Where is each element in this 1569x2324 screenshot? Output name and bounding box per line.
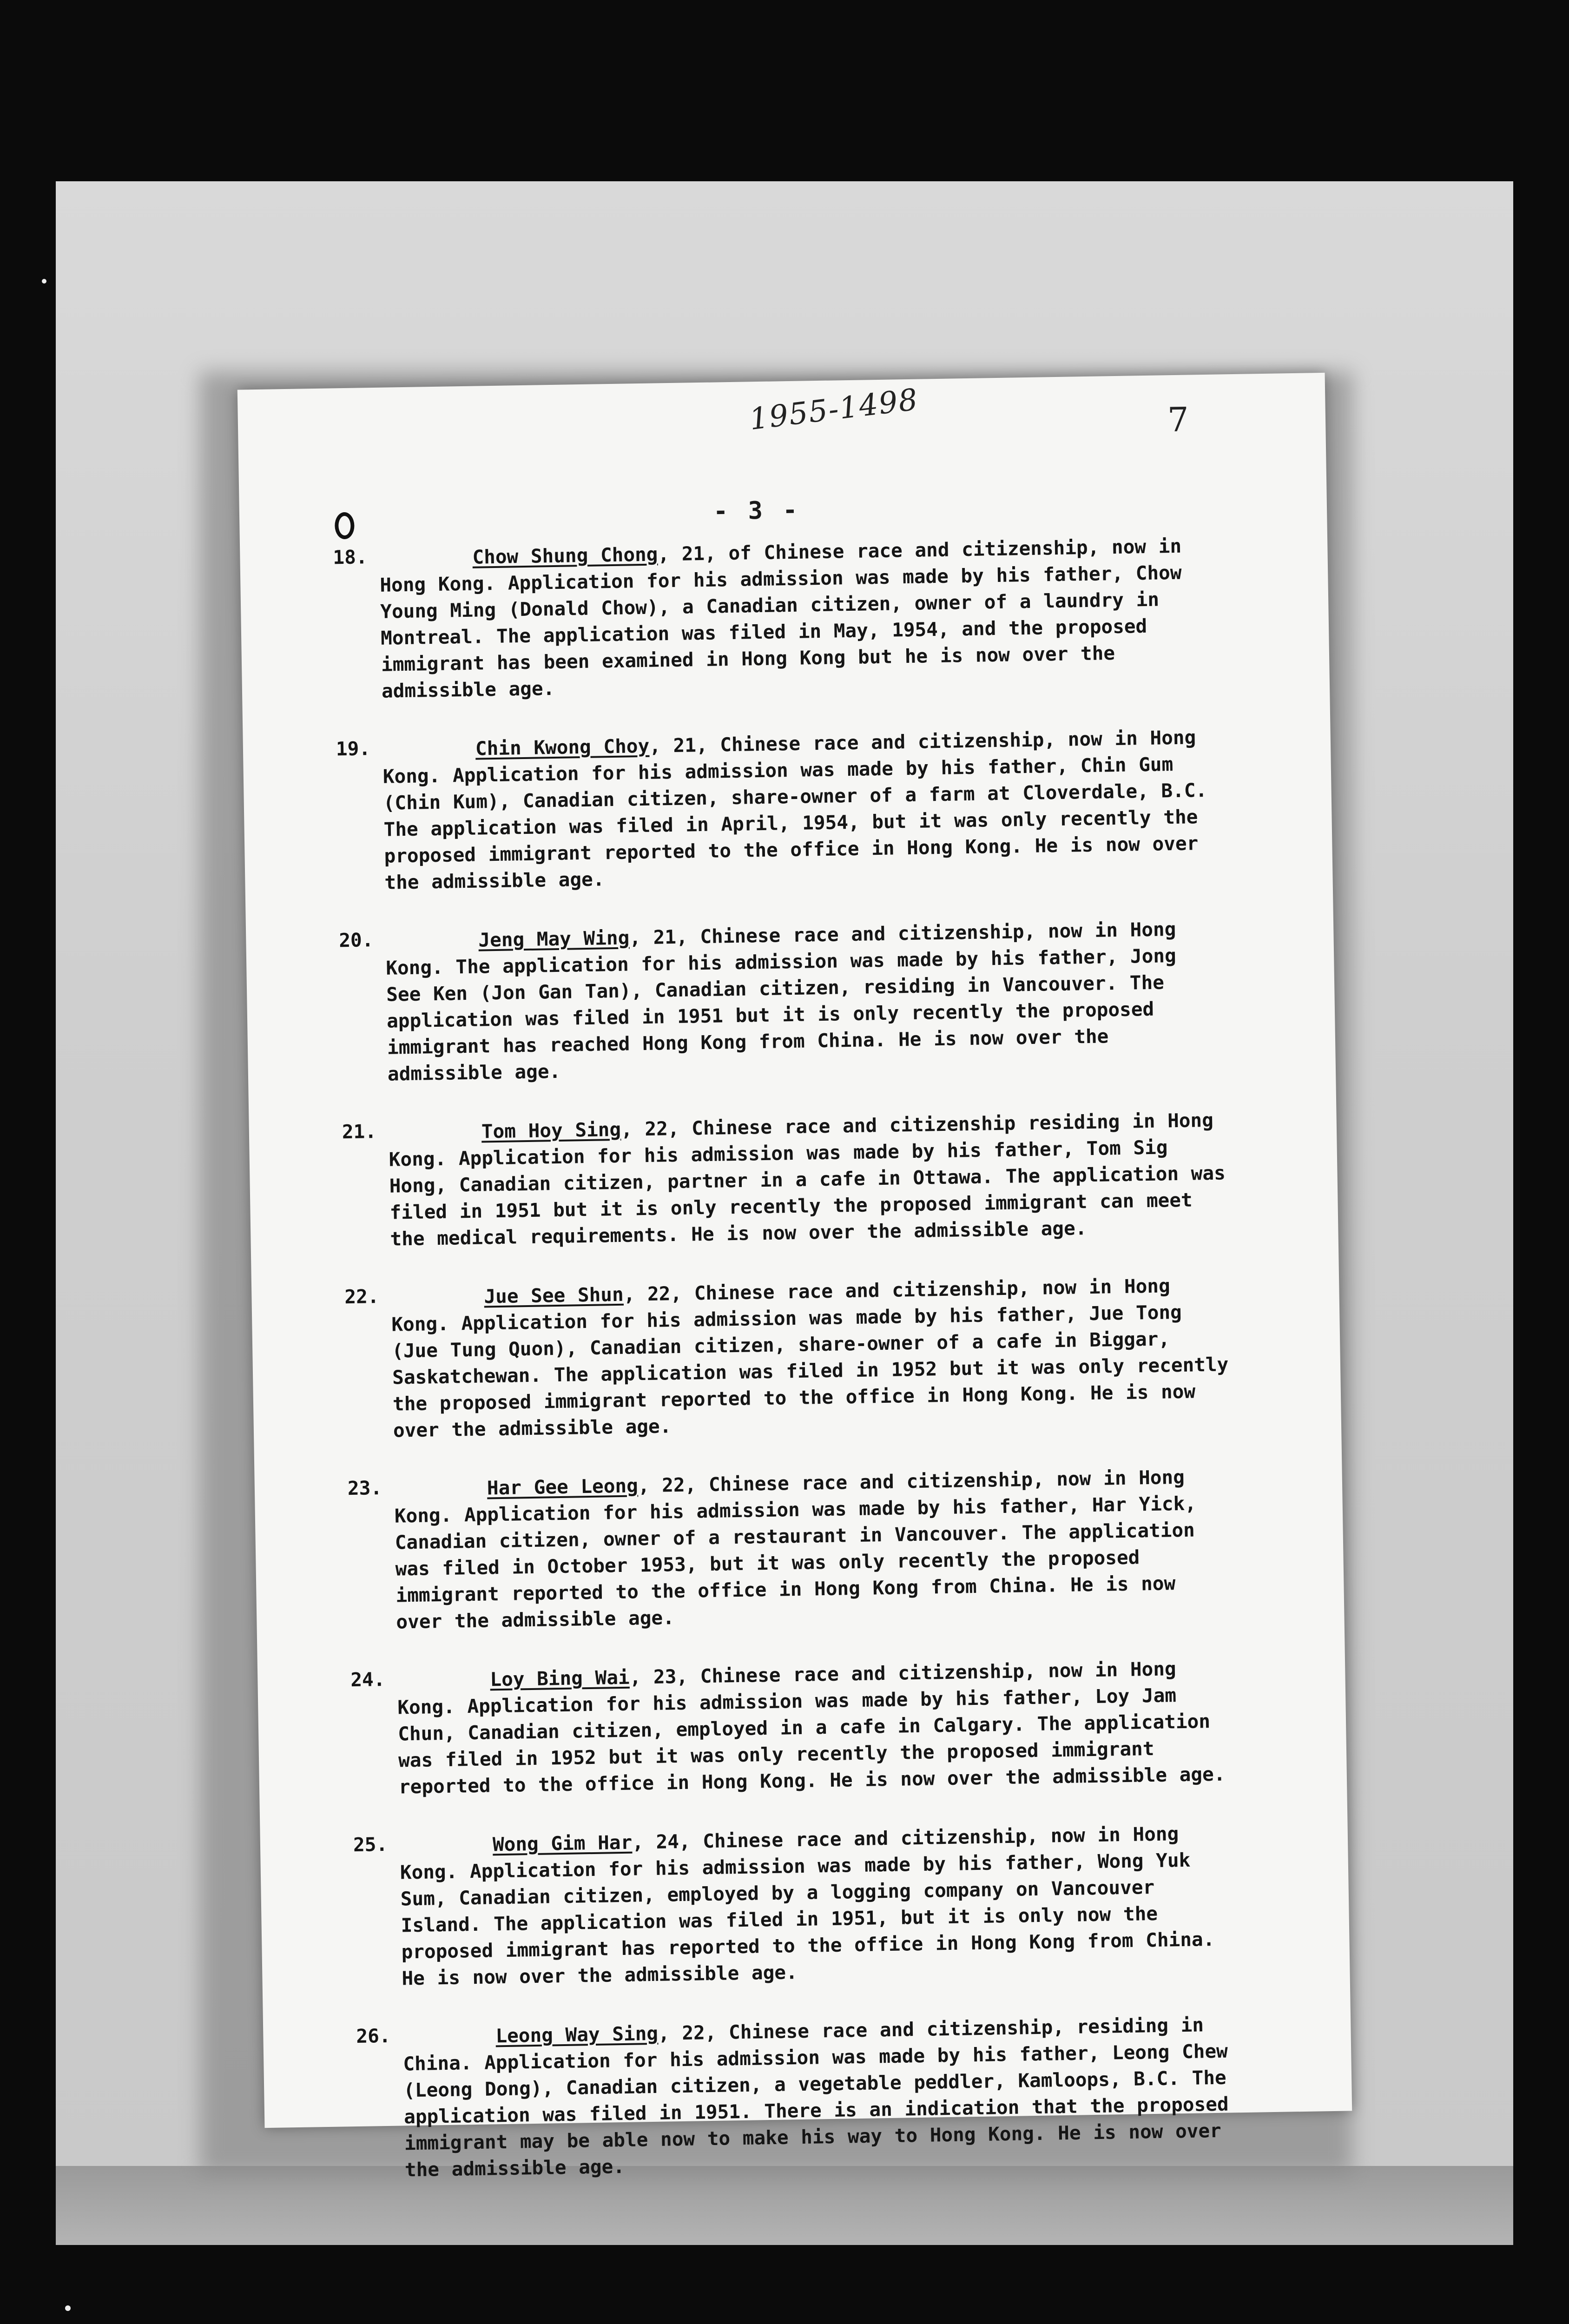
entry-body bbox=[402, 2011, 1241, 2183]
entry-details: , 21, of Chinese race and citizenship, now in Hong Kong. Application for his admission was made by his father, Chow Young Ming (Donald Chow), a Canadian citizen, owner of a laundry in Montreal. The application was filed in May, 1954, and the proposed immigrant has been examined in Hong Kong but he is now over the admissible age. bbox=[380, 535, 1182, 702]
entry-number: 21. bbox=[342, 1120, 377, 1143]
entry-body bbox=[400, 1820, 1239, 1992]
entry-number: 24. bbox=[350, 1668, 385, 1691]
entry-details: , 22, Chinese race and citizenship, residing in China. Application for his admission was made by his father, Leong Chew (Leong Dong), Canadian citizen, a vegetable peddler, Kamloops, B.C. The application was filed in 1951. There is an indication that the proposed immigrant may be able now to make his way to Hong Kong. He is now over the admissible age. bbox=[403, 2014, 1229, 2181]
list-item bbox=[350, 1655, 1235, 1801]
entry-name: Jue See Shun bbox=[484, 1283, 624, 1308]
entry-number: 20. bbox=[339, 929, 374, 952]
handwritten-file-note: 1955-1498 bbox=[747, 382, 921, 437]
entry-name: Loy Bing Wai bbox=[490, 1666, 630, 1691]
list-item bbox=[353, 1820, 1239, 1993]
entry-list bbox=[333, 533, 1242, 2217]
entry-body bbox=[388, 1107, 1226, 1252]
entry-number: 26. bbox=[356, 2024, 391, 2048]
entry-name: Leong Way Sing bbox=[495, 2022, 659, 2047]
entry-body bbox=[382, 724, 1221, 896]
punch-hole-icon bbox=[335, 512, 355, 540]
entry-body bbox=[394, 1463, 1233, 1635]
list-item bbox=[336, 724, 1221, 897]
entry-name: Wong Gim Har bbox=[492, 1831, 633, 1856]
entry-body bbox=[385, 915, 1224, 1087]
list-item bbox=[339, 915, 1224, 1088]
list-item bbox=[342, 1107, 1227, 1253]
entry-number: 18. bbox=[333, 546, 368, 569]
entry-body bbox=[391, 1272, 1230, 1444]
entry-details: , 21, Chinese race and citizenship, now in Hong Kong. Application for his admission was made by his father, Chin Gum (Chin Kum), Canadian citizen, share-owner of a farm at Cloverdale, B.C. The application was filed in April, 1954, but it was only recently the proposed immigrant reported to the office in Hong Kong. He is now over the admissible age. bbox=[382, 726, 1207, 894]
list-item bbox=[356, 2011, 1241, 2184]
entry-body bbox=[397, 1655, 1235, 1800]
entry-number: 19. bbox=[336, 737, 371, 760]
entry-details: , 24, Chinese race and citizenship, now in Hong Kong. Application for his admission was made by his father, Wong Yuk Sum, Canadian citizen, employed by a logging company on Vancouver Island. The application was filed in 1951, but it is only now the proposed immigrant has reported to the office in Hong Kong from China. He is now over the admissible age. bbox=[400, 1822, 1215, 1990]
corner-mark: 7 bbox=[1167, 400, 1189, 440]
entry-details: , 22, Chinese race and citizenship, now in Hong Kong. Application for his admission was made by his father, Jue Tong (Jue Tung Quon), Canadian citizen, share-owner of a cafe in Biggar, Saskatchewan. The application was filed in 1952 but it was only recently the proposed immigrant reported to the office in Hong Kong. He is now over the admissible age. bbox=[391, 1274, 1229, 1442]
entry-number: 25. bbox=[353, 1833, 388, 1856]
list-item bbox=[348, 1463, 1233, 1636]
page-number: - 3 - bbox=[713, 496, 801, 526]
entry-name: Tom Hoy Sing bbox=[481, 1118, 621, 1143]
entry-name: Jeng May Wing bbox=[478, 926, 630, 951]
entry-details: , 22, Chinese race and citizenship residing in Hong Kong. Application for his admission was made by his father, Tom Sig Hong, Canadian citizen, partner in a cafe in Ottawa. The application was filed in 1951 but it is only recently the proposed immigrant can meet the medical requirements. He is now over the admissible age. bbox=[389, 1109, 1226, 1250]
entry-number: 23. bbox=[347, 1477, 382, 1500]
entry-body bbox=[379, 533, 1218, 705]
document-page bbox=[237, 373, 1352, 2181]
entry-details: , 22, Chinese race and citizenship, now in Hong Kong. Application for his admission was made by his father, Har Yick, Canadian citizen, owner of a restaurant in Vancouver. The application was filed in October 1953, but it was only recently the proposed immigrant reported to the office in Hong Kong from China. He is now over the admissible age. bbox=[394, 1466, 1197, 1633]
entry-name: Chow Shung Chong bbox=[472, 543, 658, 568]
film-speck bbox=[42, 279, 46, 284]
entry-number: 22. bbox=[344, 1285, 379, 1308]
entry-name: Har Gee Leong bbox=[487, 1474, 639, 1499]
entry-name: Chin Kwong Choy bbox=[475, 734, 650, 760]
film-speck bbox=[65, 2305, 71, 2311]
entry-details: , 21, Chinese race and citizenship, now in Hong Kong. The application for his admission was made by his father, Jong See Ken (Jon Gan Tan), Canadian citizen, residing in Vancouver. The application was filed in 1951 but it is only recently the proposed immigrant has reached Hong Kong from China. He is now over the admissible age. bbox=[385, 918, 1177, 1085]
entry-details: , 23, Chinese race and citizenship, now in Hong Kong. Application for his admission was made by his father, Loy Jam Chun, Canadian citizen, employed in a cafe in Calgary. The application was filed in 1952 but it was only recently the proposed immigrant reported to the office in Hong Kong. He is now over the admissible age. bbox=[397, 1657, 1226, 1798]
list-item bbox=[333, 533, 1218, 706]
list-item bbox=[344, 1272, 1230, 1445]
